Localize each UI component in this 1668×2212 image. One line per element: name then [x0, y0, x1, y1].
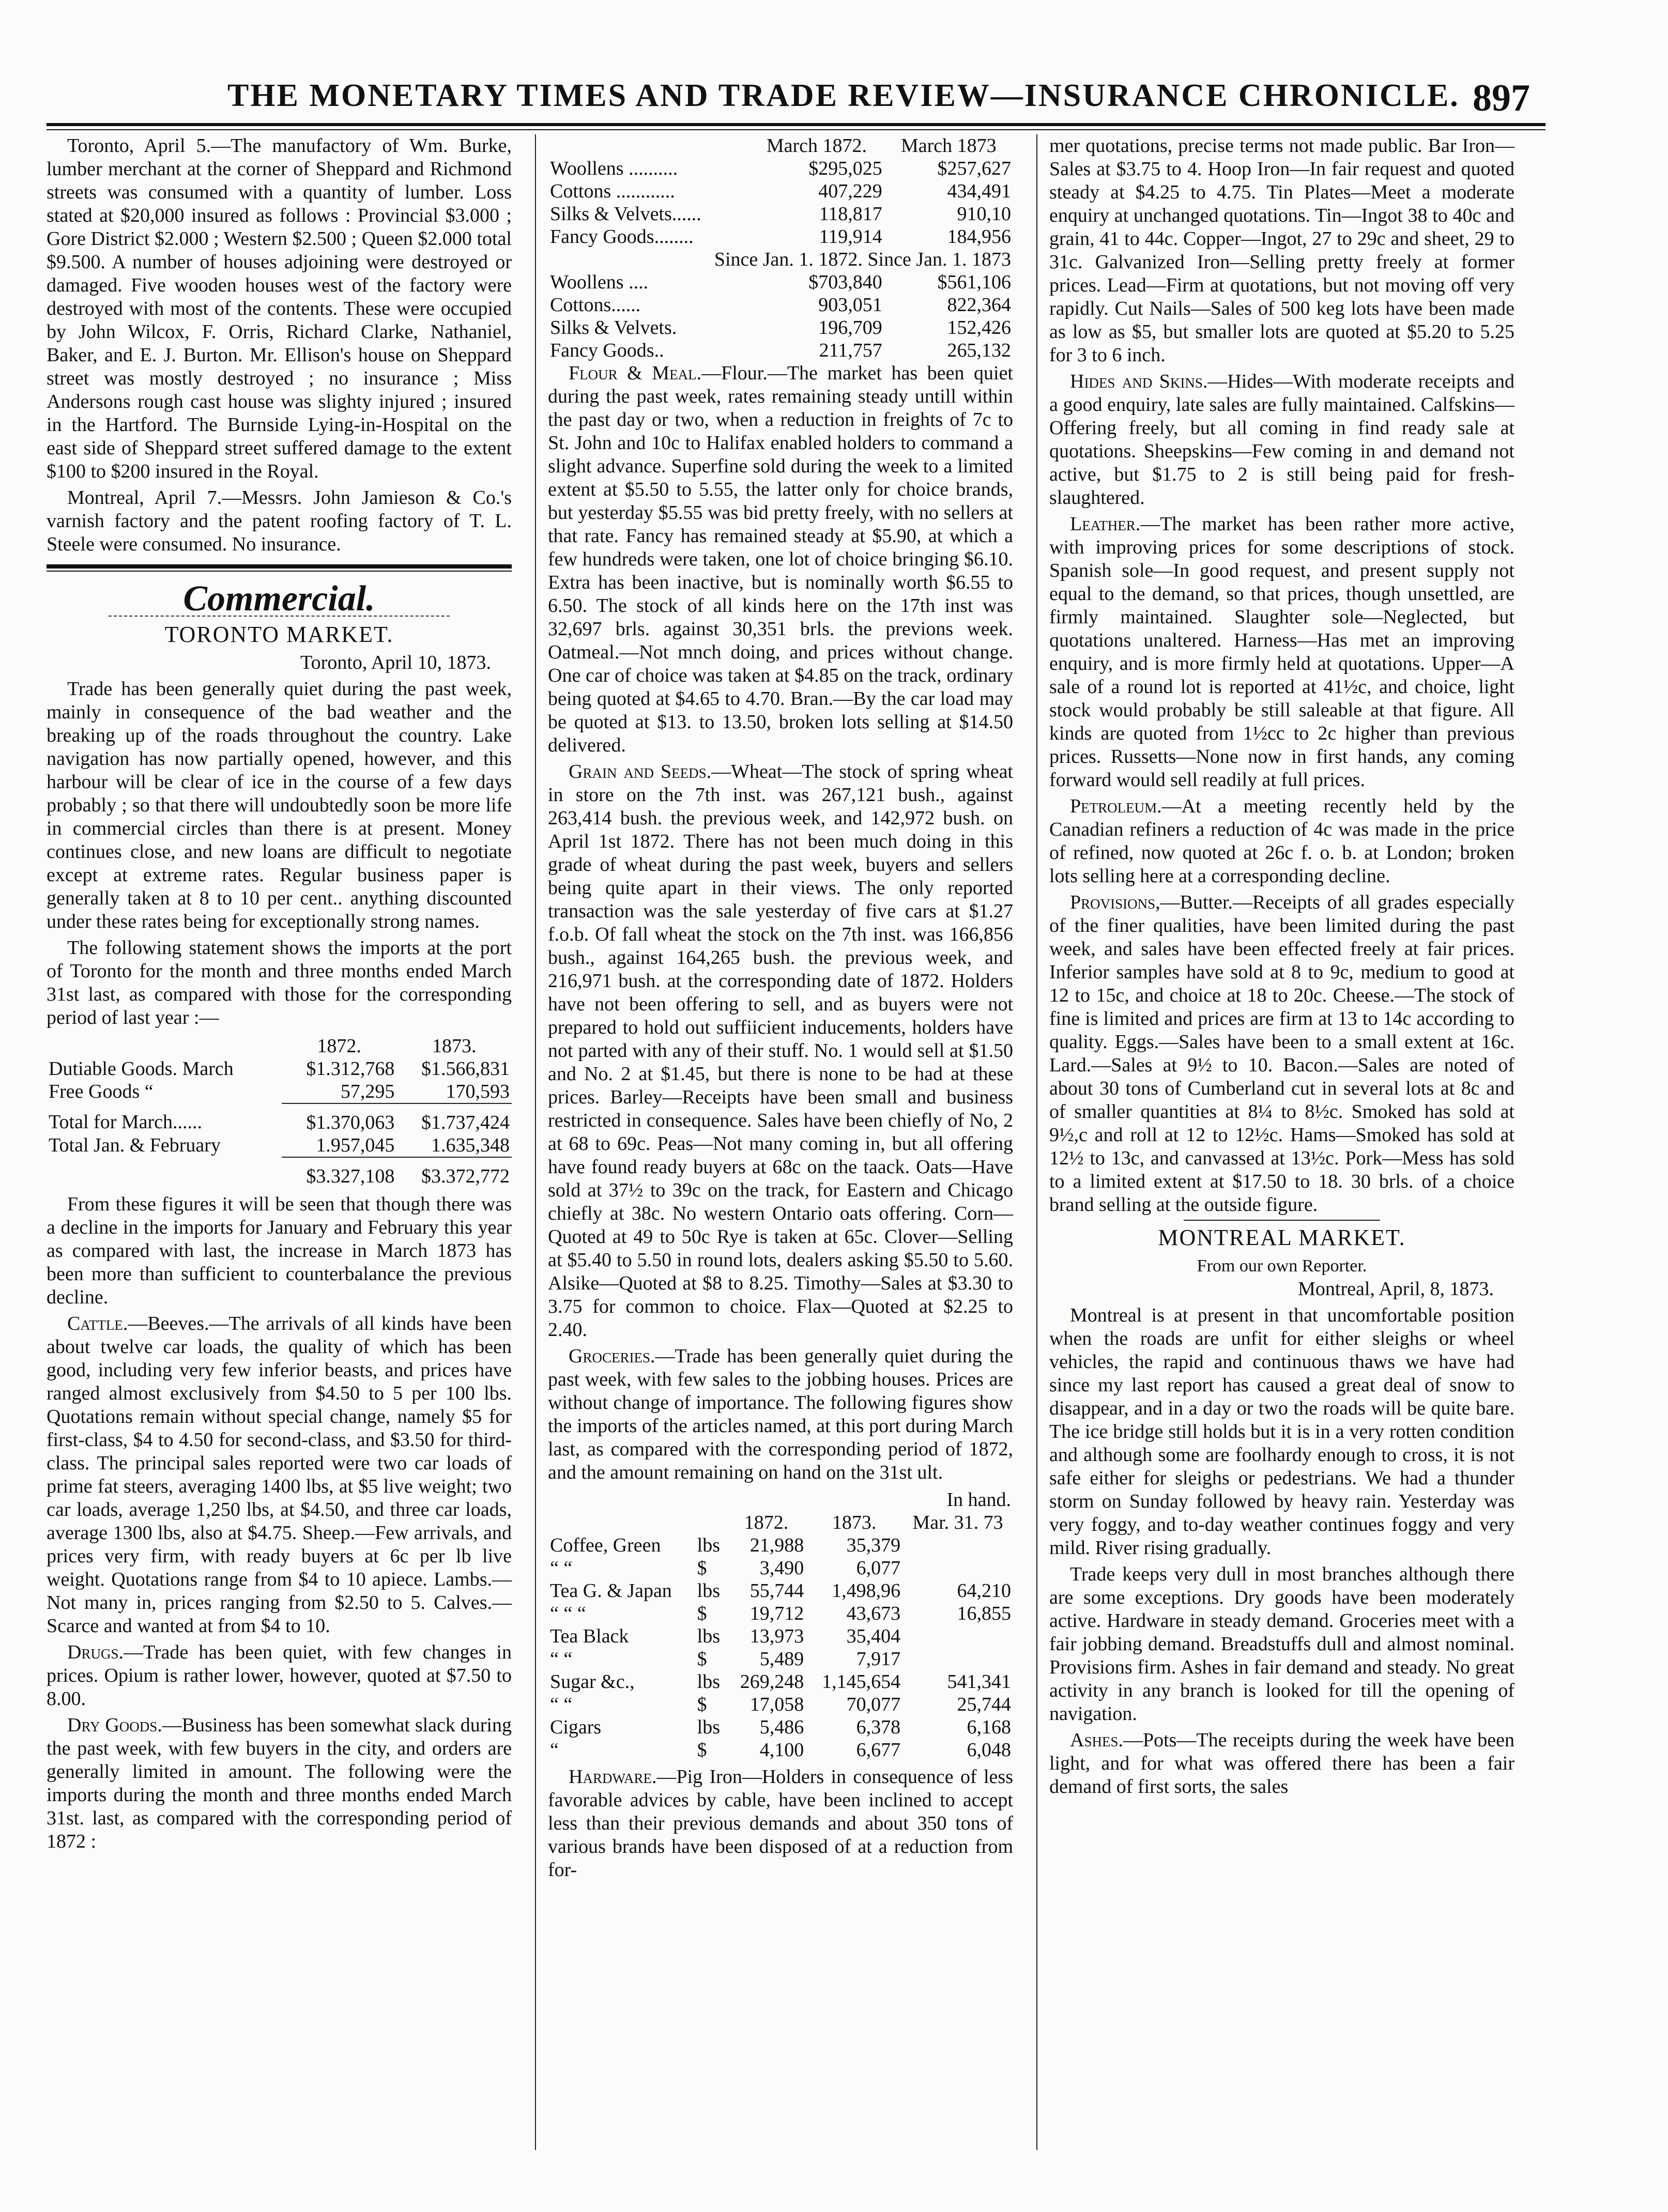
journal-title: THE MONETARY TIMES AND TRADE REVIEW—INSURANCE CHRONICLE.	[227, 78, 1460, 113]
table-row: Sugar &c., lbs 269,248 1,145,654 541,341	[550, 1671, 1011, 1693]
table-row: Cottons...... 903,051 822,364	[550, 294, 1011, 316]
table-row: Silks & Velvets...... 118,817 910,10	[550, 203, 1011, 225]
imports-analysis: From these figures it will be seen that though there was a decline in the imports for January and February this year as compared with last, the increase in March 1873 has been more than sufficient to counterbalance the previous decline.	[47, 1193, 512, 1308]
column-divider	[1036, 134, 1037, 2150]
hardware-report: Hardware.—Pig Iron—Holders in consequence of less favorable advices by cable, have been inclined to accept less than their previous demands and about 350 tons of various brands have been disposed of at a reduction from for-	[548, 1766, 1013, 1881]
dateline-toronto: Toronto, April 10, 1873.	[300, 652, 491, 673]
table-row: “ “ $ 17,058 70,077 25,744	[550, 1694, 1011, 1715]
cattle-report: Cattle.—Beeves.—The arrivals of all kinds have been about twelve car loads, the quality of which has been good, including very few inferior beasts, and prices have ranged almost exclusively from $4.50 to 5 per 100 lbs. Quotations remain without special change, namely $5 for first-class, $4 to 4.50 for second-class, and $3.50 for third-class. The principal sales reported were two car loads of prime fat steers, averaging 1400 lbs, at $5 live weight; two car loads, average 1,250 lbs, at $4.50, and three car loads, average 1300 lbs, also at $4.75. Sheep.—Few arrivals, and prices very firm, with ready buyers at 6c per lb live weight. Quotations range from $4 to 10 apiece. Lambs.—Not many in, prices ranging from $2.50 to 5. Calves.—Scarce and wanted at from $4 to 10.	[47, 1313, 512, 1637]
table-row: Free Goods “ 57,295 170,593	[49, 1081, 510, 1102]
table-row: Total Jan. & February 1.957,045 1.635,348	[49, 1134, 510, 1156]
groceries-table: In hand. 1872. 1873. Mar. 31. 73 Coffee, Green lbs 21,988 35,379 “ “ $ 3,490 6,077 Tea G. & Japan lbs 55,744 1,498,96 64,210 “ “ “ $ 19,712 43,673 16,855 Tea Black lbs 13,973 35,404 “ “ $ 5,489 7,917 Sugar &c., lbs 269,248 1,145,654 541,341 “ “ $ 17,058 70,077 25,744 Cigars lbs 5,486 6,378 6,168 “ $ 4,100 6,677 6,048	[548, 1488, 1013, 1761]
table-row: “ “ “ $ 19,712 43,673 16,855	[550, 1603, 1011, 1624]
provisions-report: Provisions,—Butter.—Receipts of all grades especially of the finer qualities, have been limited during the past week, and sales have been effected freely at fair prices. Inferior samples have sold at 8 to 9c, medium to good at 12 to 15c, and choice at 18 to 20c. Cheese.—The stock of fine is limited and prices are firm at 13 to 14c according to quality. Eggs.—Sales have been to a small extent at 16c. Lard.—Sales at 9½ to 10. Bacon.—Sales are noted of about 30 tons of Cumberland cut in several lots at 8c and of smaller quantities at 8¼ to 8½c. Smoked has sold at 9½,c and roll at 12 to 12½c. Hams—Smoked has sold at 12½ to 13c, and canvassed at 13½c. Pork—Mess has sold to a limited extent at $17.50 to 18. 30 brls. of a choice brand selling at the outside figure.	[1049, 892, 1514, 1216]
table-row: Cigars lbs 5,486 6,378 6,168	[550, 1716, 1011, 1738]
table-row: Tea G. & Japan lbs 55,744 1,498,96 64,210	[550, 1580, 1011, 1602]
imports-table	[47, 1035, 512, 1188]
dry-goods-report: Dry Goods.—Business has been somewhat slack during the past week, with few buyers in the city, and orders are generally limited in amount. The following were the imports during the month and three months ended March 31st. last, as compared with the corresponding period of 1872 :	[47, 1714, 512, 1852]
section-rule	[1184, 1220, 1380, 1221]
montreal-market-intro: Montreal is at present in that uncomfortable position when the roads are unfit for either sleighs or wheel vehicles, the rapid and continuous thaws we have had since my last report has caused a great deal of snow to disappear, and in a day or two the roads will be quite bare. The ice bridge still holds but it is in a very rotten condition and although some are foolhardy enough to cross, it is not safe either for sleighs or pedestrians. We had a thunder storm on Sunday followed by heavy rain. Yesterday was very foggy, and to-day weather continues foggy and very mild. River rising gradually.	[1049, 1304, 1514, 1559]
hardware-report-continued: mer quotations, precise terms not made public. Bar Iron—Sales at $3.75 to 4. Hoop Iron—In fair request and quoted steady at $4.25 to 4.75. Tin Plates—Meet a moderate enquiry at unchanged quotations. Tin—Ingot 38 to 40c and grain, 41 to 44c. Copper—Ingot, 27 to 29c and sheet, 29 to 31c. Galvanized Iron—Selling pretty freely at former prices. Lead—Firm at quotations, but not moving off very rapidly. Cut Nails—Sales of 500 keg lots have been made as low as $5, but smaller lots are quoted at $5.20 to 5.25 for 3 to 6 inch.	[1049, 135, 1514, 366]
toronto-imports-intro: The following statement shows the imports at the port of Toronto for the month and three months ended March 31st last, as compared with those for the corresponding period of last year :—	[47, 937, 512, 1028]
montreal-trade-summary: Trade keeps very dull in most branches although there are some exceptions. Dry goods have been moderately active. Hardware in steady demand. Groceries meet with a fair jobbing demand. Breadstuffs dull and almost nominal. Provisions firm. Ashes in fair demand and steady. No great activity in any branch is looked for till the opening of navigation.	[1049, 1563, 1514, 1725]
year-header: 1873.	[432, 1035, 477, 1057]
page-header	[134, 62, 1530, 119]
column-2	[548, 134, 1013, 1885]
table-row: Cottons ............ 407,229 434,491	[550, 180, 1011, 202]
groceries-report: Groceries.—Trade has been generally quiet during the past week, with few sales to the jobbing houses. Prices are without change of importance. The following figures show the imports of the articles named, at this port during March last, as compared with the corresponding period of 1872, and the amount remaining on hand on the 31st ult.	[548, 1345, 1013, 1483]
table-row: Dutiable Goods. March $1.312,768 $1.566,831	[49, 1058, 510, 1080]
table-subheader: Since Jan. 1. 1872. Since Jan. 1. 1873	[714, 249, 1011, 270]
table-row: Fancy Goods........ 119,914 184,956	[550, 226, 1011, 248]
page-number: 897	[1473, 77, 1530, 119]
grain-report: Grain and Seeds.—Wheat—The stock of spring wheat in store on the 7th inst. was 267,121 bush., against 263,414 bush. the previous week, and 142,972 bush. on April 1st 1872. There has not been much doing in this grade of wheat during the past week, buyers and sellers being quite apart in their views. The only reported transaction was the sale yesterday of five cars at $1.27 f.o.b. Of fall wheat the stock on the 7th inst. was 166,856 bush., against 164,265 bush. the previous week, and 216,971 bush. at the corresponding date of 1872. Holders have not been offering to sell, and as buyers were not prepared to hold out suffiicient inducements, holders have not parted with any of their stuff. No. 1 would sell at $1.50 and No. 2 at $1.45, but there is none to be had at these prices. Barley—Receipts have been small and business restricted in consequence. Sales have been chiefly of No, 2 at 68 to 69c. Peas—Not many coming in, but all offering have found ready buyers at 68c on the taack. Oats—Have sold at 37½ to 39c on the track, for Eastern and Chicago chiefly at 38c. No western Ontario oats offering. Corn—Quoted at 49 to 50c Rye is taken at 65c. Clover—Selling at $5.40 to 5.50 in round lots, dealers asking $5.50 to 5.60. Alsike—Quoted at $8 to 8.25. Timothy—Sales at $3.30 to 3.75 for common to choice. Flax—Quoted at $2.25 to 2.40.	[548, 761, 1013, 1341]
year-header: 1872.	[317, 1035, 361, 1057]
table-row: Woollens .......... $295,025 $257,627	[550, 158, 1011, 179]
column-divider	[535, 134, 536, 2150]
flour-report: Flour & Meal.—Flour.—The market has been quiet during the past week, rates remaining steady untill within the past day or two, when a reduction in freights of 7c to St. John and 10c to Halifax enabled holders to command a slight advance. Superfine sold during the week to a limited extent at $5.50 to 5.55, the latter only for choice brands, but yesterday $5.55 was bid pretty freely, with no sellers at that rate. Fancy has remained steady at $5.90, at which a few hundreds were taken, one lot of choice bringing $6.10. Extra has been inactive, but is nominally worth $6.55 to 6.50. The stock of all kinds here on the 17th inst was 32,697 brls. against 30,351 brls. the previons week. Oatmeal.—Not mnch doing, and prices without change. One car of choice was taken at $4.85 on the track, ordinary being quoted at $4.65 to 4.70. Bran.—By the car load may be quoted at $13. to 13.50, broken lots selling at $14.50 delivered.	[548, 362, 1013, 756]
section-title-commercial: Commercial.	[183, 579, 375, 619]
table-row: Coffee, Green lbs 21,988 35,379	[550, 1534, 901, 1556]
column-3	[1049, 134, 1514, 1802]
table-row: Silks & Velvets. 196,709 152,426	[550, 317, 1011, 339]
table-row: Woollens .... $703,840 $561,106	[550, 271, 1011, 293]
section-rule	[47, 564, 512, 569]
toronto-market-intro: Trade has been generally quiet during the past week, mainly in consequence of the bad weather and the breaking up of the roads throughout the country. Lake navigation has now partially opened, however, and this harbour will be clear of ice in the course of a few days probably ; so that there will undoubtedly soon be more life in commercial circles than there is at present. Money continues close, and new loans are difficult to negotiate except at extreme rates. Regular business paper is generally taken at 8 to 10 per cent.. anything discounted under these rates being for exceptionally strong names.	[47, 678, 512, 932]
dateline-montreal: Montreal, April, 8, 1873.	[1298, 1278, 1494, 1300]
heading-toronto-market: TORONTO MARKET.	[164, 622, 394, 647]
hides-report: Hides and Skins.—Hides—With moderate receipts and a good enquiry, late sales are fully maintained. Calfskins—Offering freely, but all coming in find ready sale at quotations. Sheepskins—Few coming in and demand not active, but $1.75 to 2 is still being paid for fresh-slaughtered.	[1049, 371, 1514, 509]
ashes-report: Ashes.—Pots—The receipts during the week have been light, and for what was offered there has been a fair demand of first sorts, the sales	[1049, 1729, 1514, 1798]
petroleum-report: Petroleum.—At a meeting recently held by the Canadian refiners a reduction of 4c was made in the price of refined, now quoted at 26c f. o. b. at London; broken lots selling here at a corresponding decline.	[1049, 795, 1514, 887]
leather-report: Leather.—The market has been rather more active, with improving prices for some descriptions of stock. Spanish sole—In good request, and present supply not equal to the demand, so that prices, though unsettled, are firmly maintained. Slaughter sole—Neglected, but quotations unaltered. Harness—Has met an improving enquiry, and is more firmly held at quotations. Upper—A sale of a round lot is reported at 41½c, and choice, light stock would probably be still saleable at that figure. All kinds are quoted from 1½cc to 2c higher than previous prices. Russetts—None now in first hands, any coming forward would sell readily at full prices.	[1049, 513, 1514, 791]
header-rule-thin	[47, 129, 1545, 130]
byline: From our own Reporter.	[1197, 1256, 1367, 1276]
table-row: “ “ $ 3,490 6,077	[550, 1557, 901, 1579]
column-1	[47, 134, 512, 1856]
section-rule	[47, 571, 512, 572]
header-rule	[47, 123, 1545, 126]
table-row: Total for March...... $1.370,063 $1.737,424	[47, 1103, 512, 1134]
fire-report-montreal: Montreal, April 7.—Messrs. John Jamieson & Co.'s varnish factory and the patent roofing factory of T. L. Steele were consumed. No insurance.	[47, 487, 512, 555]
table-row: Fancy Goods.. 211,757 265,132	[550, 340, 1011, 361]
drugs-report: Drugs.—Trade has been quiet, with few changes in prices. Opium is rather lower, however, quoted at $7.50 to 8.00.	[47, 1641, 512, 1710]
fire-report-toronto: Toronto, April 5.—The manufactory of Wm. Burke, lumber merchant at the corner of Sheppard and Richmond streets was consumed with a quantity of lumber. Loss stated at $20,000 insured as follows : Provincial $3.000 ; Gore District $2.000 ; Western $2.500 ; Queen $2.000 total $9.500. A number of houses adjoining were destroyed or damaged. Five wooden houses west of the factory were destroyed with most of the contents. These were occupied by John Wilcox, F. Orris, Richard Clarke, Nathaniel, Baker, and E. J. Burton. Mr. Ellison's house on Sheppard street was mostly destroyed ; no insurance ; Miss Andersons rough cast house was slighty injured ; insured in the Hartford. The Burnside Lying-in-Hospital on the east side of Sheppard street suffered damage to the extent $100 to $200 insured in the Royal.	[47, 135, 512, 482]
table-row-total: $3.327,108 $3.372,772	[47, 1157, 512, 1188]
table-row: Tea Black lbs 13,973 35,404	[550, 1625, 901, 1647]
table-row: “ $ 4,100 6,677 6,048	[550, 1739, 1011, 1761]
table-row: “ “ $ 5,489 7,917	[550, 1648, 901, 1670]
dry-goods-table: March 1872. March 1873 Woollens .......... $295,025 $257,627 Cottons ............ 407,229 434,491 Silks & Velvets...... 118,817 910,10 Fancy Goods........ 119,914 184,956 Since Jan. 1. 1872. Since Jan. 1. 1873 Woollens .... $703,840 $561,106 Cottons...... 903,051 822,364 Silks & Velvets. 196,709 152,426 Fancy Goods.. 211,757 265,132	[548, 134, 1013, 362]
heading-montreal-market: MONTREAL MARKET.	[1158, 1225, 1406, 1250]
